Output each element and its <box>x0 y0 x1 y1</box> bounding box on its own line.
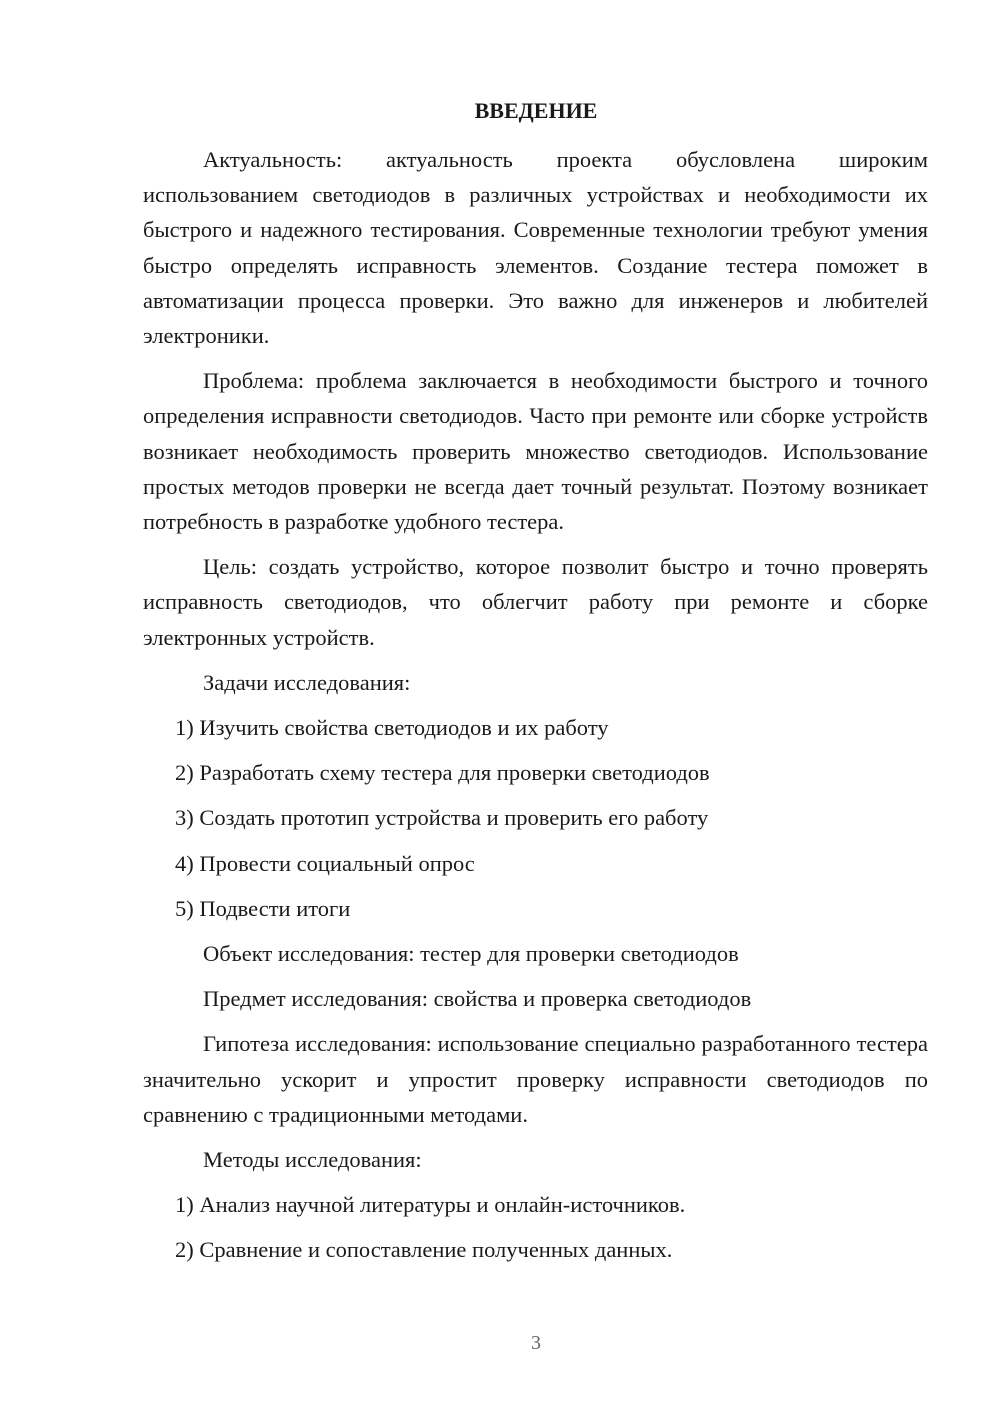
task-item-3: 3) Создать прототип устройства и проверить его работу <box>175 805 709 831</box>
method-item-1: 1) Анализ научной литературы и онлайн-источников. <box>175 1192 686 1218</box>
page-body <box>143 142 928 1268</box>
relevance-paragraph: Актуальность: актуальность проекта обусловлена широким использованием светодиодов в различных устройствах и необходимости их быстрого и надежного тестирования. Современные технологии требуют умения быстро определять исправность элементов. Создание тестера поможет в автоматизации процесса проверки. Это важно для инженеров и любителей электроники. <box>143 147 928 349</box>
page-number: 3 <box>531 1332 541 1354</box>
problem-paragraph: Проблема: проблема заключается в необходимости быстрого и точного определения исправности светодиодов. Часто при ремонте или сборке устройств возникает необходимость проверить множество светодиодов. Использование простых методов проверки не всегда дает точный результат. Поэтому возникает потребность в разработке удобного тестера. <box>143 368 928 535</box>
task-item-4: 4) Провести социальный опрос <box>175 850 475 876</box>
methods-title: Методы исследования: <box>203 1147 422 1173</box>
tasks-title: Задачи исследования: <box>203 669 411 695</box>
method-item-2: 2) Сравнение и сопоставление полученных данных. <box>175 1237 673 1263</box>
task-item-5: 5) Подвести итоги <box>175 895 351 921</box>
task-item-2: 2) Разработать схему тестера для проверки светодиодов <box>175 760 710 786</box>
task-item-1: 1) Изучить свойства светодиодов и их работу <box>175 715 609 741</box>
research-subject: Предмет исследования: свойства и проверка светодиодов <box>203 986 752 1012</box>
hypothesis-paragraph: Гипотеза исследования: использование специально разработанного тестера значительно ускорит и упростит проверку исправности светодиодов по сравнению с традиционными методами. <box>143 1031 928 1127</box>
section-heading: ВВЕДЕНИЕ <box>474 98 598 123</box>
goal-paragraph: Цель: создать устройство, которое позволит быстро и точно проверять исправность светодиодов, что облегчит работу при ремонте и сборке электронных устройств. <box>143 554 928 650</box>
research-object: Объект исследования: тестер для проверки светодиодов <box>203 941 739 967</box>
